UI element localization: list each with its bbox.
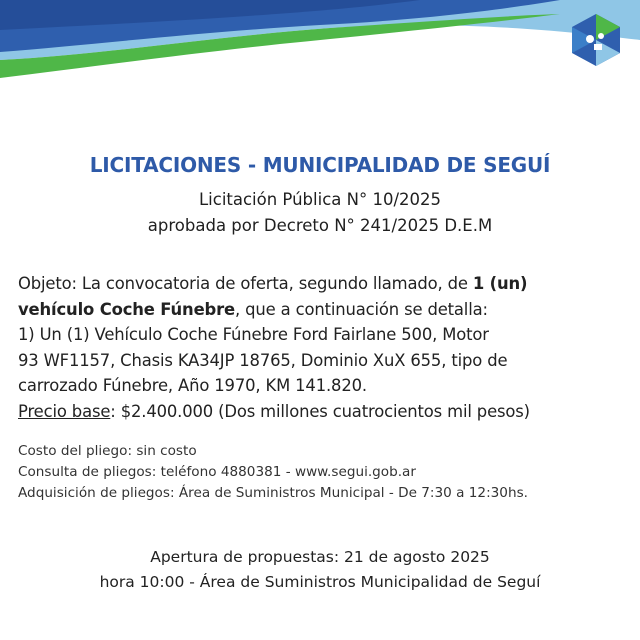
adquisicion-pliegos: Adquisición de pliegos: Área de Suministros Municipal - De 7:30 a 12:30hs. bbox=[18, 485, 528, 501]
municipal-logo-icon bbox=[568, 12, 624, 68]
precio-base-value: : $2.400.000 (Dos millones cuatrocientos mil pesos) bbox=[110, 401, 530, 421]
licitacion-number: Licitación Pública N° 10/2025 bbox=[198, 190, 442, 209]
apertura-time-place: hora 10:00 - Área de Suministros Municipalidad de Seguí bbox=[99, 573, 541, 591]
costo-pliego: Costo del pliego: sin costo bbox=[18, 443, 197, 459]
page-title: LICITACIONES - MUNICIPALIDAD DE SEGUÍ bbox=[89, 153, 551, 177]
apertura-date: Apertura de propuestas: 21 de agosto 2025 bbox=[150, 548, 490, 566]
decreto-line: aprobada por Decreto N° 241/2025 D.E.M bbox=[147, 216, 493, 235]
objeto-detail-intro: , que a continuación se detalla: bbox=[235, 299, 488, 319]
consulta-pliegos: Consulta de pliegos: teléfono 4880381 - www.segui.gob.ar bbox=[18, 464, 416, 480]
header-wave-banner bbox=[0, 0, 640, 90]
pliego-info bbox=[18, 441, 528, 504]
precio-base-label: Precio base bbox=[18, 401, 111, 421]
vehicle-detail-line-3: carrozado Fúnebre, Año 1970, KM 141.820. bbox=[18, 376, 367, 395]
objeto-section bbox=[18, 271, 638, 424]
objeto-line-2 bbox=[18, 297, 638, 323]
objeto-vehicle: vehículo Coche Fúnebre bbox=[18, 299, 236, 319]
precio-base-line bbox=[18, 399, 638, 425]
objeto-line-1 bbox=[18, 271, 638, 297]
vehicle-detail-line-1: 1) Un (1) Vehículo Coche Fúnebre Ford Fairlane 500, Motor bbox=[18, 325, 489, 344]
objeto-text: Objeto: La convocatoria de oferta, segundo llamado, de bbox=[18, 274, 473, 293]
objeto-quantity: 1 (un) bbox=[472, 274, 528, 293]
vehicle-detail-line-2: 93 WF1157, Chasis KA34JP 18765, Dominio XuX 655, tipo de bbox=[18, 350, 508, 370]
apertura-section bbox=[0, 545, 640, 595]
